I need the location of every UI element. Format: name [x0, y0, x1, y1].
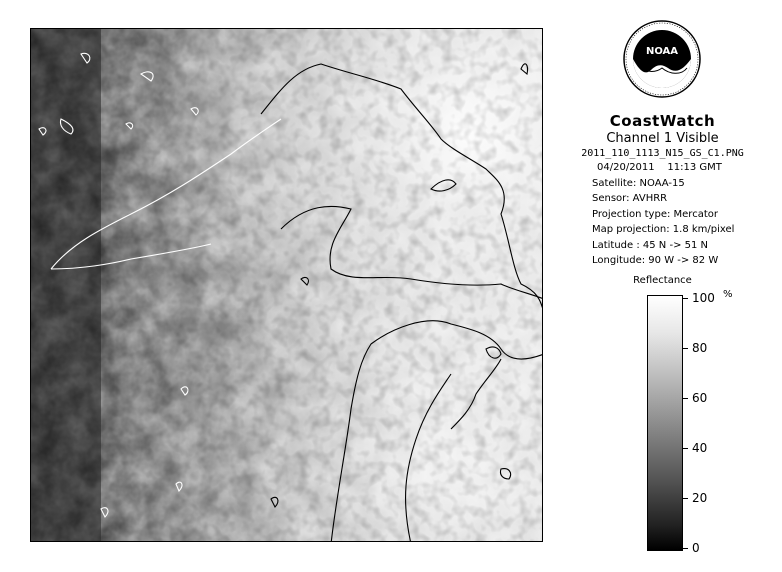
date-time-row [592, 160, 765, 176]
satellite-row [592, 176, 765, 192]
sensor-row [592, 191, 765, 207]
colorbar-tick-label: 40 [692, 441, 708, 455]
time: 11:13 GMT [667, 162, 722, 173]
colorbar-tick [683, 348, 688, 349]
noaa-logo-icon [621, 18, 703, 110]
latitude-row [592, 238, 765, 254]
colorbar-tick [683, 448, 688, 449]
colorbar-tick-label: 100 [692, 291, 715, 305]
latitude-label: Latitude : [592, 239, 640, 251]
projection-type-label: Projection type: [592, 208, 671, 220]
colorbar-title: Reflectance [633, 274, 692, 286]
colorbar-tick [683, 398, 688, 399]
map-projection-value: 1.8 km/pixel [672, 224, 735, 235]
projection-type-row [592, 207, 765, 223]
sensor-label: Sensor: [592, 193, 630, 204]
latitude-value: 45 N -> 51 N [642, 239, 709, 251]
map-projection-row [592, 222, 765, 238]
logo-text: NOAA [645, 46, 679, 57]
longitude-row [592, 253, 765, 269]
satellite-image [30, 28, 543, 542]
satellite-image-svg [31, 29, 543, 542]
satellite-label: Satellite: [592, 177, 637, 189]
colorbar-tick [683, 498, 688, 499]
map-projection-label: Map projection: [592, 224, 670, 235]
longitude-value: 90 W -> 82 W [648, 255, 719, 266]
filename: 2011_110_1113_N15_GS_C1.PNG [581, 148, 744, 159]
colorbar-unit: % [723, 289, 733, 300]
brand-title: CoastWatch [609, 112, 716, 130]
colorbar-tick [683, 548, 688, 549]
channel-label: Channel 1 Visible [606, 131, 719, 146]
longitude-label: Longitude: [592, 255, 646, 266]
satellite-value: NOAA-15 [639, 177, 685, 189]
date: 04/20/2011 [597, 162, 655, 173]
sensor-value: AVHRR [632, 193, 668, 204]
colorbar-tick-label: 60 [692, 391, 708, 405]
colorbar-tick [683, 298, 688, 299]
colorbar-tick-label: 0 [692, 541, 700, 555]
projection-type-value: Mercator [673, 208, 718, 220]
colorbar-tick-label: 20 [692, 491, 708, 505]
colorbar-tick-label: 80 [692, 341, 708, 355]
info-panel [560, 112, 765, 286]
colorbar [647, 295, 683, 551]
